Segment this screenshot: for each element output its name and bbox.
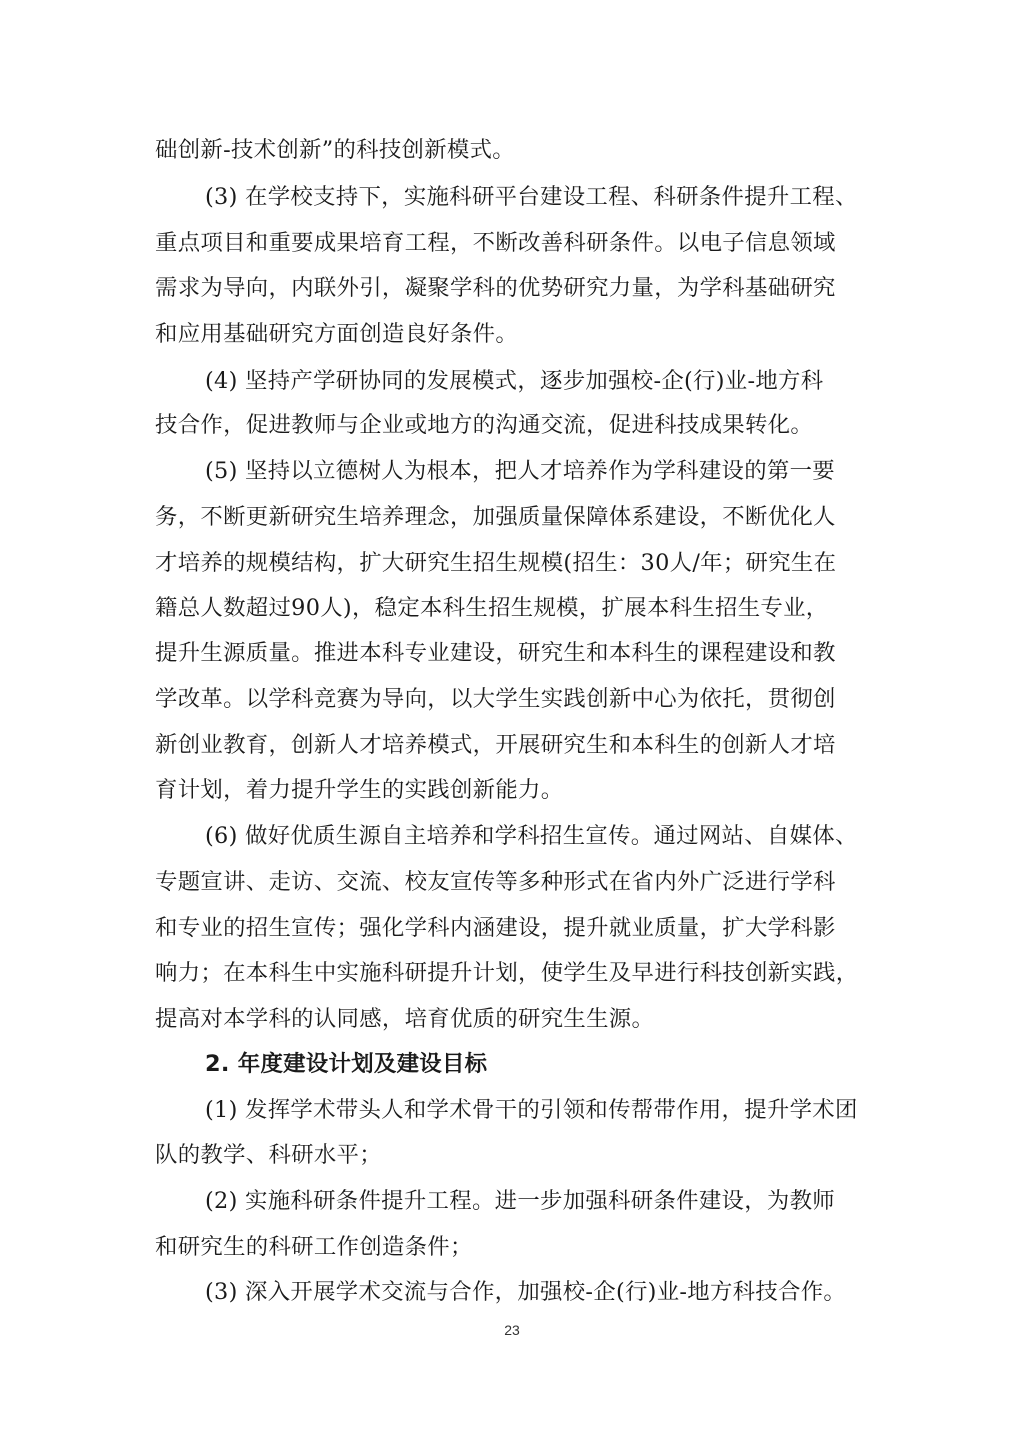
text-line: 学改革。以学科竞赛为导向，以大学生实践创新中心为依托，贯彻创 [155,686,836,712]
text-line: 和专业的招生宣传；强化学科内涵建设，提升就业质量，扩大学科影 [155,915,836,941]
text-line: 重点项目和重要成果培育工程，不断改善科研条件。以电子信息领域 [155,230,836,256]
text-line: 和应用基础研究方面创造良好条件。 [155,321,519,347]
text-line: (5) 坚持以立德树人为根本，把人才培养作为学科建设的第一要 [205,458,835,484]
text-line: 技合作，促进教师与企业或地方的沟通交流，促进科技成果转化。 [155,412,814,438]
text-line: 育计划，着力提升学生的实践创新能力。 [155,777,564,803]
text-line: 籍总人数超过90人)，稳定本科生招生规模，扩展本科生招生专业， [155,595,829,621]
text-line: (6) 做好优质生源自主培养和学科招生宣传。通过网站、自媒体、 [205,823,858,849]
text-line: 需求为导向，内联外引，凝聚学科的优势研究力量，为学科基础研究 [155,275,836,301]
text-line: 提升生源质量。推进本科专业建设，研究生和本科生的课程建设和教 [155,640,836,666]
text-line: 才培养的规模结构，扩大研究生招生规模(招生：30人/年；研究生在 [155,550,837,576]
text-line: 专题宣讲、走访、交流、校友宣传等多种形式在省内外广泛进行学科 [155,869,836,895]
section-heading: 2. 年度建设计划及建设目标 [205,1051,488,1077]
text-line: 和研究生的科研工作创造条件； [155,1234,473,1260]
text-line: 提高对本学科的认同感，培育优质的研究生生源。 [155,1006,655,1032]
text-line: (1) 发挥学术带头人和学术骨干的引领和传帮带作用，提升学术团 [205,1097,858,1123]
text-line: 响力；在本科生中实施科研提升计划，使学生及早进行科技创新实践， [155,960,859,986]
text-line: 新创业教育，创新人才培养模式，开展研究生和本科生的创新人才培 [155,732,836,758]
text-line: 务，不断更新研究生培养理念，加强质量保障体系建设，不断优化人 [155,504,836,530]
text-line: (3) 在学校支持下，实施科研平台建设工程、科研条件提升工程、 [205,184,858,210]
text-line: 础创新-技术创新”的科技创新模式。 [155,137,515,163]
page-number: 23 [504,1322,520,1338]
text-line: 队的教学、科研水平； [155,1142,382,1168]
text-line: (4) 坚持产学研协同的发展模式，逐步加强校-企(行)业-地方科 [205,368,824,394]
text-line: (2) 实施科研条件提升工程。进一步加强科研条件建设，为教师 [205,1188,835,1214]
text-line: (3) 深入开展学术交流与合作，加强校-企(行)业-地方科技合作。 [205,1279,847,1305]
